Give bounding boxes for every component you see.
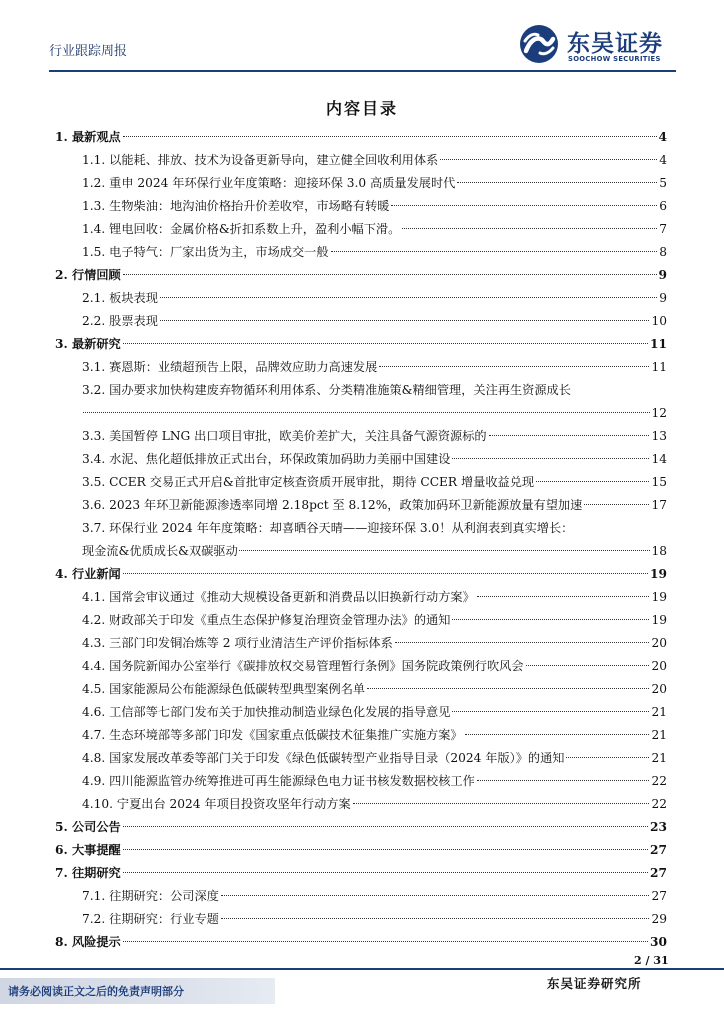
toc-leader-dots <box>239 550 651 551</box>
toc-entry-title: 4.3. 三部门印发铜冶炼等 2 项行业清洁生产评价指标体系 <box>82 636 393 650</box>
toc-entry[interactable] <box>55 678 667 701</box>
toc-entry-page: 17 <box>651 498 667 512</box>
toc-section[interactable] <box>55 563 667 586</box>
toc-entry-title: 4.1. 国常会审议通过《推动大规模设备更新和消费品以旧换新行动方案》 <box>82 590 475 604</box>
logo-name-en: SOOCHOW SECURITIES <box>568 55 661 63</box>
report-type-label: 行业跟踪周报 <box>49 44 128 59</box>
toc-leader-dots <box>452 711 649 712</box>
toc-section[interactable] <box>55 862 667 885</box>
toc-leader-dots <box>331 251 658 252</box>
toc-entry[interactable] <box>55 885 667 908</box>
toc-entry-title: 7.2. 往期研究：行业专题 <box>82 912 219 926</box>
toc-entry-title: 3.1. 赛恩斯：业绩超预告上限，品牌效应助力高速发展 <box>82 360 378 374</box>
toc-entry[interactable] <box>55 241 667 264</box>
toc-entry[interactable] <box>55 724 667 747</box>
toc-title: 内容目录 <box>325 99 398 118</box>
toc-leader-dots <box>123 343 648 344</box>
toc-leader-dots <box>452 619 649 620</box>
toc-entry-title: 2.1. 板块表现 <box>82 291 158 305</box>
toc-entry-page: 13 <box>651 429 667 443</box>
toc-entry[interactable] <box>55 287 667 310</box>
header-divider <box>49 70 676 72</box>
toc-entry-title: 4.6. 工信部等七部门发布关于加快推动制造业绿色化发展的指导意见 <box>82 705 451 719</box>
toc-entry[interactable] <box>55 609 667 632</box>
research-institute-name: 东吴证券研究所 <box>547 976 642 991</box>
toc-entry-page: 7 <box>659 222 667 236</box>
toc-entry-title: 7.1. 往期研究：公司深度 <box>82 889 219 903</box>
toc-leader-dots <box>123 826 648 827</box>
toc-leader-dots <box>395 642 650 643</box>
toc-entry-page: 20 <box>651 682 667 696</box>
toc-entry-title: 6. 大事提醒 <box>55 843 121 857</box>
toc-leader-dots <box>123 136 657 137</box>
footer-divider <box>0 968 724 970</box>
toc-leader-dots <box>584 504 649 505</box>
toc-entry-page: 11 <box>651 360 667 374</box>
toc-entry-title: 1.4. 锂电回收：金属价格&折扣系数上升，盈利小幅下滑。 <box>82 222 401 236</box>
toc-entry-title: 3. 最新研究 <box>55 337 121 351</box>
toc-leader-dots <box>160 320 650 321</box>
toc-leader-dots <box>160 297 657 298</box>
toc-entry-page: 29 <box>651 912 667 926</box>
toc-entry[interactable] <box>55 793 667 816</box>
toc-leader-dots <box>440 159 657 160</box>
toc-entry-page: 21 <box>651 705 667 719</box>
toc-entry-title: 2.2. 股票表现 <box>82 314 158 328</box>
toc-entry[interactable] <box>55 149 667 172</box>
toc-entry-title: 2. 行情回顾 <box>55 268 121 282</box>
toc-entry[interactable] <box>55 356 667 379</box>
toc-entry-page: 9 <box>659 291 667 305</box>
toc-entry-title: 4.4. 国务院新闻办公室举行《碳排放权交易管理暂行条例》国务院政策例行吹风会 <box>82 659 524 673</box>
toc-entry[interactable] <box>55 195 667 218</box>
toc-entry[interactable] <box>55 218 667 241</box>
toc-entry-page: 4 <box>658 130 667 144</box>
toc-entry-title: 4.10. 宁夏出台 2024 年项目投资攻坚年行动方案 <box>82 797 351 811</box>
toc-entry[interactable] <box>55 172 667 195</box>
toc-leader-dots <box>489 435 650 436</box>
toc-entry[interactable] <box>55 770 667 793</box>
toc-entry[interactable] <box>55 425 667 448</box>
toc-section[interactable] <box>55 931 667 954</box>
toc-leader-dots <box>536 481 649 482</box>
toc-leader-dots <box>465 734 650 735</box>
toc-entry[interactable] <box>55 517 667 563</box>
toc-entry-page: 22 <box>651 774 667 788</box>
toc-entry-page: 30 <box>650 935 667 949</box>
toc-entry[interactable] <box>55 494 667 517</box>
toc-leader-dots <box>477 780 650 781</box>
toc-entry-title: 8. 风险提示 <box>55 935 121 949</box>
toc-leader-dots <box>457 182 657 183</box>
toc-entry-title: 4.9. 四川能源监管办统筹推进可再生能源绿色电力证书核发数据校核工作 <box>82 774 475 788</box>
toc-entry-page: 8 <box>659 245 667 259</box>
toc-entry-title: 1.2. 重申 2024 年环保行业年度策略：迎接环保 3.0 高质量发展时代 <box>82 176 456 190</box>
toc-entry-page: 21 <box>651 728 667 742</box>
toc-leader-dots <box>123 573 648 574</box>
toc-leader-dots <box>566 757 649 758</box>
toc-entry-title: 4.2. 财政部关于印发《重点生态保护修复治理资金管理办法》的通知 <box>82 613 451 627</box>
toc-leader-dots <box>402 228 657 229</box>
toc-leader-dots <box>123 872 648 873</box>
toc-entry-page: 15 <box>651 475 667 489</box>
toc-leader-dots <box>221 918 650 919</box>
toc-entry-page: 19 <box>650 567 667 581</box>
toc-entry-page: 27 <box>651 889 667 903</box>
toc-section[interactable] <box>55 264 667 287</box>
toc-section[interactable] <box>55 126 667 149</box>
toc-entry-page: 27 <box>650 866 667 880</box>
toc-entry[interactable] <box>55 701 667 724</box>
toc-section[interactable] <box>55 333 667 356</box>
toc-entry-page: 4 <box>659 153 667 167</box>
toc-entry-page: 21 <box>651 751 667 765</box>
toc-entry-page: 10 <box>651 314 667 328</box>
disclaimer-text: 请务必阅读正文之后的免责声明部分 <box>8 985 184 998</box>
toc-entry-page: 9 <box>658 268 667 282</box>
toc-entry-title: 1.1. 以能耗、排放、技术为设备更新导向，建立健全回收利用体系 <box>82 153 439 167</box>
toc-leader-dots <box>123 849 648 850</box>
toc-entry-title: 3.6. 2023 年环卫新能源渗透率同增 2.18pct 至 8.12%，政策加码环卫新能源放量有望加速 <box>82 498 583 512</box>
toc-entry-page: 14 <box>651 452 667 466</box>
toc-entry-page: 6 <box>659 199 667 213</box>
toc-entry-page: 22 <box>651 797 667 811</box>
toc-leader-dots <box>221 895 650 896</box>
toc-entry-title: 4.5. 国家能源局公布能源绿色低碳转型典型案例名单 <box>82 682 366 696</box>
toc-entry-page: 5 <box>659 176 667 190</box>
toc-entry-page: 20 <box>651 659 667 673</box>
toc-leader-dots <box>353 803 650 804</box>
company-logo <box>519 24 679 68</box>
toc-entry-page: 11 <box>650 337 667 351</box>
toc-entry[interactable] <box>55 908 667 931</box>
toc-entry-page: 12 <box>651 406 667 420</box>
soochow-logo-icon <box>519 24 559 64</box>
toc-leader-dots <box>391 205 657 206</box>
toc-entry-title: 5. 公司公告 <box>55 820 121 834</box>
logo-name-cn: 东吴证券 <box>567 31 663 57</box>
toc-entry-page: 18 <box>651 544 667 558</box>
table-of-contents <box>55 126 667 954</box>
toc-leader-dots <box>526 665 650 666</box>
toc-leader-dots <box>83 412 650 413</box>
toc-entry-title: 3.7. 环保行业 2024 年年度策略：却喜晒谷天晴——迎接环保 3.0！从利润表到真实增长： <box>82 521 574 535</box>
toc-entry-page: 23 <box>650 820 667 834</box>
toc-entry-title: 1.3. 生物柴油：地沟油价格抬升价差收窄，市场略有转暖 <box>82 199 390 213</box>
toc-entry-title: 3.5. CCER 交易正式开启&首批审定核查资质开展审批，期待 CCER 增量收益兑现 <box>82 475 535 489</box>
toc-entry-title: 1.5. 电子特气：厂家出货为主，市场成交一般 <box>82 245 329 259</box>
toc-entry-page: 19 <box>651 613 667 627</box>
toc-entry[interactable] <box>55 632 667 655</box>
toc-leader-dots <box>367 688 649 689</box>
toc-section[interactable] <box>55 816 667 839</box>
toc-entry[interactable] <box>55 747 667 770</box>
toc-entry-page: 27 <box>650 843 667 857</box>
toc-leader-dots <box>123 274 657 275</box>
toc-entry-title: 7. 往期研究 <box>55 866 121 880</box>
toc-leader-dots <box>379 366 649 367</box>
toc-entry-page: 20 <box>651 636 667 650</box>
toc-entry[interactable] <box>55 310 667 333</box>
toc-entry[interactable] <box>55 448 667 471</box>
page-number: 2 / 31 <box>634 954 669 967</box>
toc-entry-title-continuation: 现金流&优质成长&双碳驱动 <box>82 544 238 558</box>
toc-leader-dots <box>452 458 649 459</box>
toc-entry[interactable] <box>55 655 667 678</box>
toc-entry[interactable] <box>55 471 667 494</box>
toc-entry-title: 3.3. 美国暂停 LNG 出口项目审批，欧美价差扩大，关注具备气源资源标的 <box>82 429 487 443</box>
toc-entry[interactable] <box>55 379 667 425</box>
toc-entry-title: 4.8. 国家发展改革委等部门关于印发《绿色低碳转型产业指导目录（2024 年版）》的通知 <box>82 751 565 765</box>
toc-leader-dots <box>123 941 648 942</box>
toc-entry-title: 3.2. 国办要求加快构建废弃物循环利用体系、分类精准施策&精细管理，关注再生资源成长 <box>82 383 571 397</box>
toc-entry-title: 1. 最新观点 <box>55 130 121 144</box>
toc-entry-title: 3.4. 水泥、焦化超低排放正式出台，环保政策加码助力美丽中国建设 <box>82 452 451 466</box>
toc-leader-dots <box>477 596 650 597</box>
toc-entry-page: 19 <box>651 590 667 604</box>
toc-entry-title: 4.7. 生态环境部等多部门印发《国家重点低碳技术征集推广实施方案》 <box>82 728 463 742</box>
toc-entry[interactable] <box>55 586 667 609</box>
toc-section[interactable] <box>55 839 667 862</box>
toc-entry-title: 4. 行业新闻 <box>55 567 121 581</box>
